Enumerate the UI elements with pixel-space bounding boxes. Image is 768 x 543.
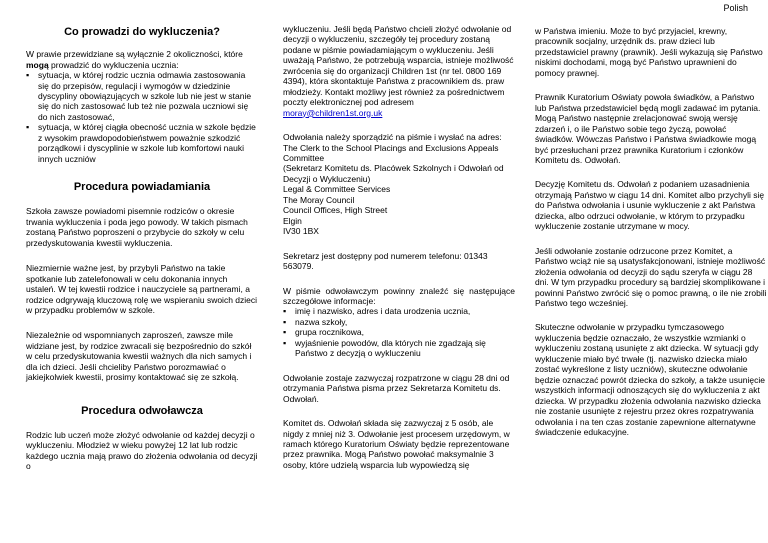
address-line: The Moray Council (283, 194, 355, 205)
heading-what-leads-to-exclusion: Co prowadzi do wykluczenia? (64, 26, 220, 38)
intro-text-end: prowadzić do wykluczenia ucznia: (48, 59, 179, 70)
column-3 (535, 26, 767, 437)
address-line: (Sekretarz Komitetu ds. Placówek Szkolnych i Odwołań od Decyzji o Wykluczeniu) (283, 163, 504, 184)
list-item: ▪ grupa rocznikowa, (283, 327, 515, 337)
notification-paragraph-3: Niezależnie od wspomnianych zaproszeń, zawsze mile widziane jest, by rodzice zwracali się bezpośrednio do szkół w celu przedyskutowania kwestii ważnych dla nich samych i dla ich dzieci. Jeśli chcieliby Państwo porozmawiać o jakiejkolwiek kwestii, prosimy kontaktować się ze szkołą. (26, 330, 252, 383)
address-line: IV30 1BX (283, 226, 319, 237)
appeal-paragraph-2 (283, 24, 515, 118)
successful-appeal-paragraph: Skuteczne odwołanie w przypadku tymczasowego wykluczenia będzie oznaczało, że wszystkie wzmianki o wykluczeniu zostaną usunięte z akt dziecka. W sytuacji gdy wykluczenie miało być trwałe (tj. nazwisko dziecka miało zostać wykreślone z listy uczniów), skuteczne odwołanie będzie oznaczać powrót dziecka do szkoły, a także usunięcie wszystkich informacji odnoszących się do wykluczenia z akt dziecka. W przypadku złożenia odwołania nazwisko dziecka nie zostanie usunięte z rejestru przez okres rozpatrywania odwołania i na ten czas zostanie zapewnione alternatywne świadczenie edukacyjne. (535, 322, 765, 437)
address-line: Legal & Committee Services (283, 184, 391, 195)
heading-notification-procedure: Procedura powiadamiania (73, 181, 211, 194)
list-item: ▪ sytuacja, w której rodzic ucznia odmawia zastosowania się do przepisów, regulacji i wymogów w dziedzinie dyscypliny obowiązujących w szkole lub nie jest w stanie się do nich zastosować lub też nie pozwala uczniowi się do nich zastosować, (26, 70, 258, 122)
address-block (283, 132, 515, 237)
address-line: Elgin (283, 215, 302, 226)
decision-paragraph: Decyzję Komitetu ds. Odwołań z podaniem uzasadnienia otrzymają Państwo w ciągu 14 dni. Komitet albo przychyli się do Państwa odwołania i usunie wykluczenie z akt Państwa dziecka, albo odrzuci odwołanie, w którym to przypadku wykluczenie zostanie utrzymane w mocy. (535, 179, 765, 232)
representation-paragraph: w Państwa imieniu. Może to być przyjaciel, krewny, pracownik socjalny, urzędnik ds. praw dzieci lub przedstawiciel prawny (prawnik). Jeśli wykazują się Państwo niskimi dochodami, mogą być Państwo uprawnieni do pomocy prawnej. (535, 26, 763, 78)
phone-paragraph: Sekretarz jest dostępny pod numerem telefonu: 01343 563079. (283, 250, 488, 272)
committee-paragraph: Komitet ds. Odwołań składa się zazwyczaj z 5 osób, ale nigdy z mniej niż 3. Odwołanie jest procesem urzędowym, w ramach którego Kuratorium Oświaty będzie reprezentowane przez prawnika. Mogą Państwo powołać maksymalnie 3 osoby, które udzielą wsparcia lub wypowiedzą się (283, 418, 510, 470)
letter-info-paragraph: W piśmie odwoławczym powinny znaleźć się następujące szczegółowe informacje: (283, 285, 515, 306)
address-line: The Clerk to the School Placings and Exclusions Appeals Committee (283, 142, 499, 163)
circumstances-list (26, 70, 258, 164)
letter-details-list (283, 306, 515, 358)
column-1 (26, 26, 258, 472)
page-language-label: Polish (723, 3, 748, 13)
notification-paragraph-1: Szkoła zawsze powiadomi pisemnie rodziców o okresie trwania wykluczenia i poda jego powody. W takich pismach zostaną Państwo poproszeni o przybycie do szkoły w celu przedyskutowania kwestii wykluczenia. (26, 206, 248, 248)
list-item: ▪ imię i nazwisko, adres i data urodzenia ucznia, (283, 306, 515, 316)
review-period-paragraph: Odwołanie zostaje zazwyczaj rozpatrzone w ciągu 28 dni od otrzymania Państwa pisma przez Sekretarza Komitetu ds. Odwołań. (283, 372, 510, 404)
intro-text-start: W prawie przewidziane są wyłącznie 2 okoliczności, które (26, 49, 243, 60)
address-line: Odwołania należy sporządzić na piśmie i wysłać na adres: (283, 132, 502, 143)
intro-paragraph (26, 49, 258, 70)
witnesses-paragraph: Prawnik Kuratorium Oświaty powoła świadków, a Państwo lub Państwa przedstawiciel będą mogli zadawać im pytania. Mogą Państwo następnie zrelacjonować swoją wersję zdarzeń i, o ile Państwo sobie tego życzą, powołać świadków. Wówczas Państwo i Państwa świadkowie mogą być przesłuchani przez prawnika Kuratorium i członków Komitetu ds. Odwołań. (535, 92, 761, 165)
column-2 (283, 24, 515, 470)
intro-text-bold: mogą (26, 59, 49, 70)
list-item: ▪ nazwa szkoły, (283, 317, 515, 327)
email-link[interactable]: moray@children1st.org.uk (283, 107, 383, 118)
appeal-paragraph-1: Rodzic lub uczeń może złożyć odwołanie od każdej decyzji o wykluczeniu. Młodzież w wieku powyżej 12 lat lub rodzic każdego ucznia mają prawo do złożenia odwołania od decyzji o (26, 429, 258, 472)
appeal-text: wykluczeniu. Jeśli będą Państwo chcieli złożyć odwołanie od decyzji o wykluczeniu, szczegóły tej procedury zostaną podane w piśmie powiadamiającym o wykluczeniu. Jeśli uważają Państwo, że potrzebują wsparcia, istnieje możliwość zwrócenia się do organizacji Children 1st (nr tel. 0800 169 4394), która skontaktuje Państwa z pracownikiem ds. praw młodzieży. Kontakt możliwy jest również za pośrednictwem poczty elektronicznej pod adresem (283, 24, 514, 108)
notification-paragraph-2: Niezmiernie ważne jest, by przybyli Państwo na takie spotkanie lub zatelefonowali w celu dokonania innych ustaleń. W tej kwestii rodzice i nauczyciele są partnerami, a rodzice odgrywają kluczową rolę we wspieraniu swoich dzieci w przypadku problemów w szkole. (26, 263, 258, 315)
sheriff-court-paragraph: Jeśli odwołanie zostanie odrzucone przez Komitet, a Państwo wciąż nie są usatysfakcjonowani, istnieje możliwość złożenia odwołania od decyzji do sądu szeryfa w ciągu 28 dni. W tym przypadku procedury są bardziej skomplikowane i powinni Państwo zwrócić się o pomoc prawną, o ile nie zrobili Państwo tego wcześniej. (535, 245, 767, 308)
list-item: ▪ wyjaśnienie powodów, dla których nie zgadzają się Państwo z decyzją o wykluczeniu (283, 338, 515, 359)
heading-appeal-procedure: Procedura odwoławcza (81, 404, 203, 417)
list-item: ▪ sytuacja, w której ciągła obecność ucznia w szkole będzie z wysokim prawdopodobieństwem poważnie szkodzić porządkowi i dyscyplinie w szkole lub komfortowi nauki innych uczniów (26, 122, 258, 164)
address-line: Council Offices, High Street (283, 205, 388, 216)
